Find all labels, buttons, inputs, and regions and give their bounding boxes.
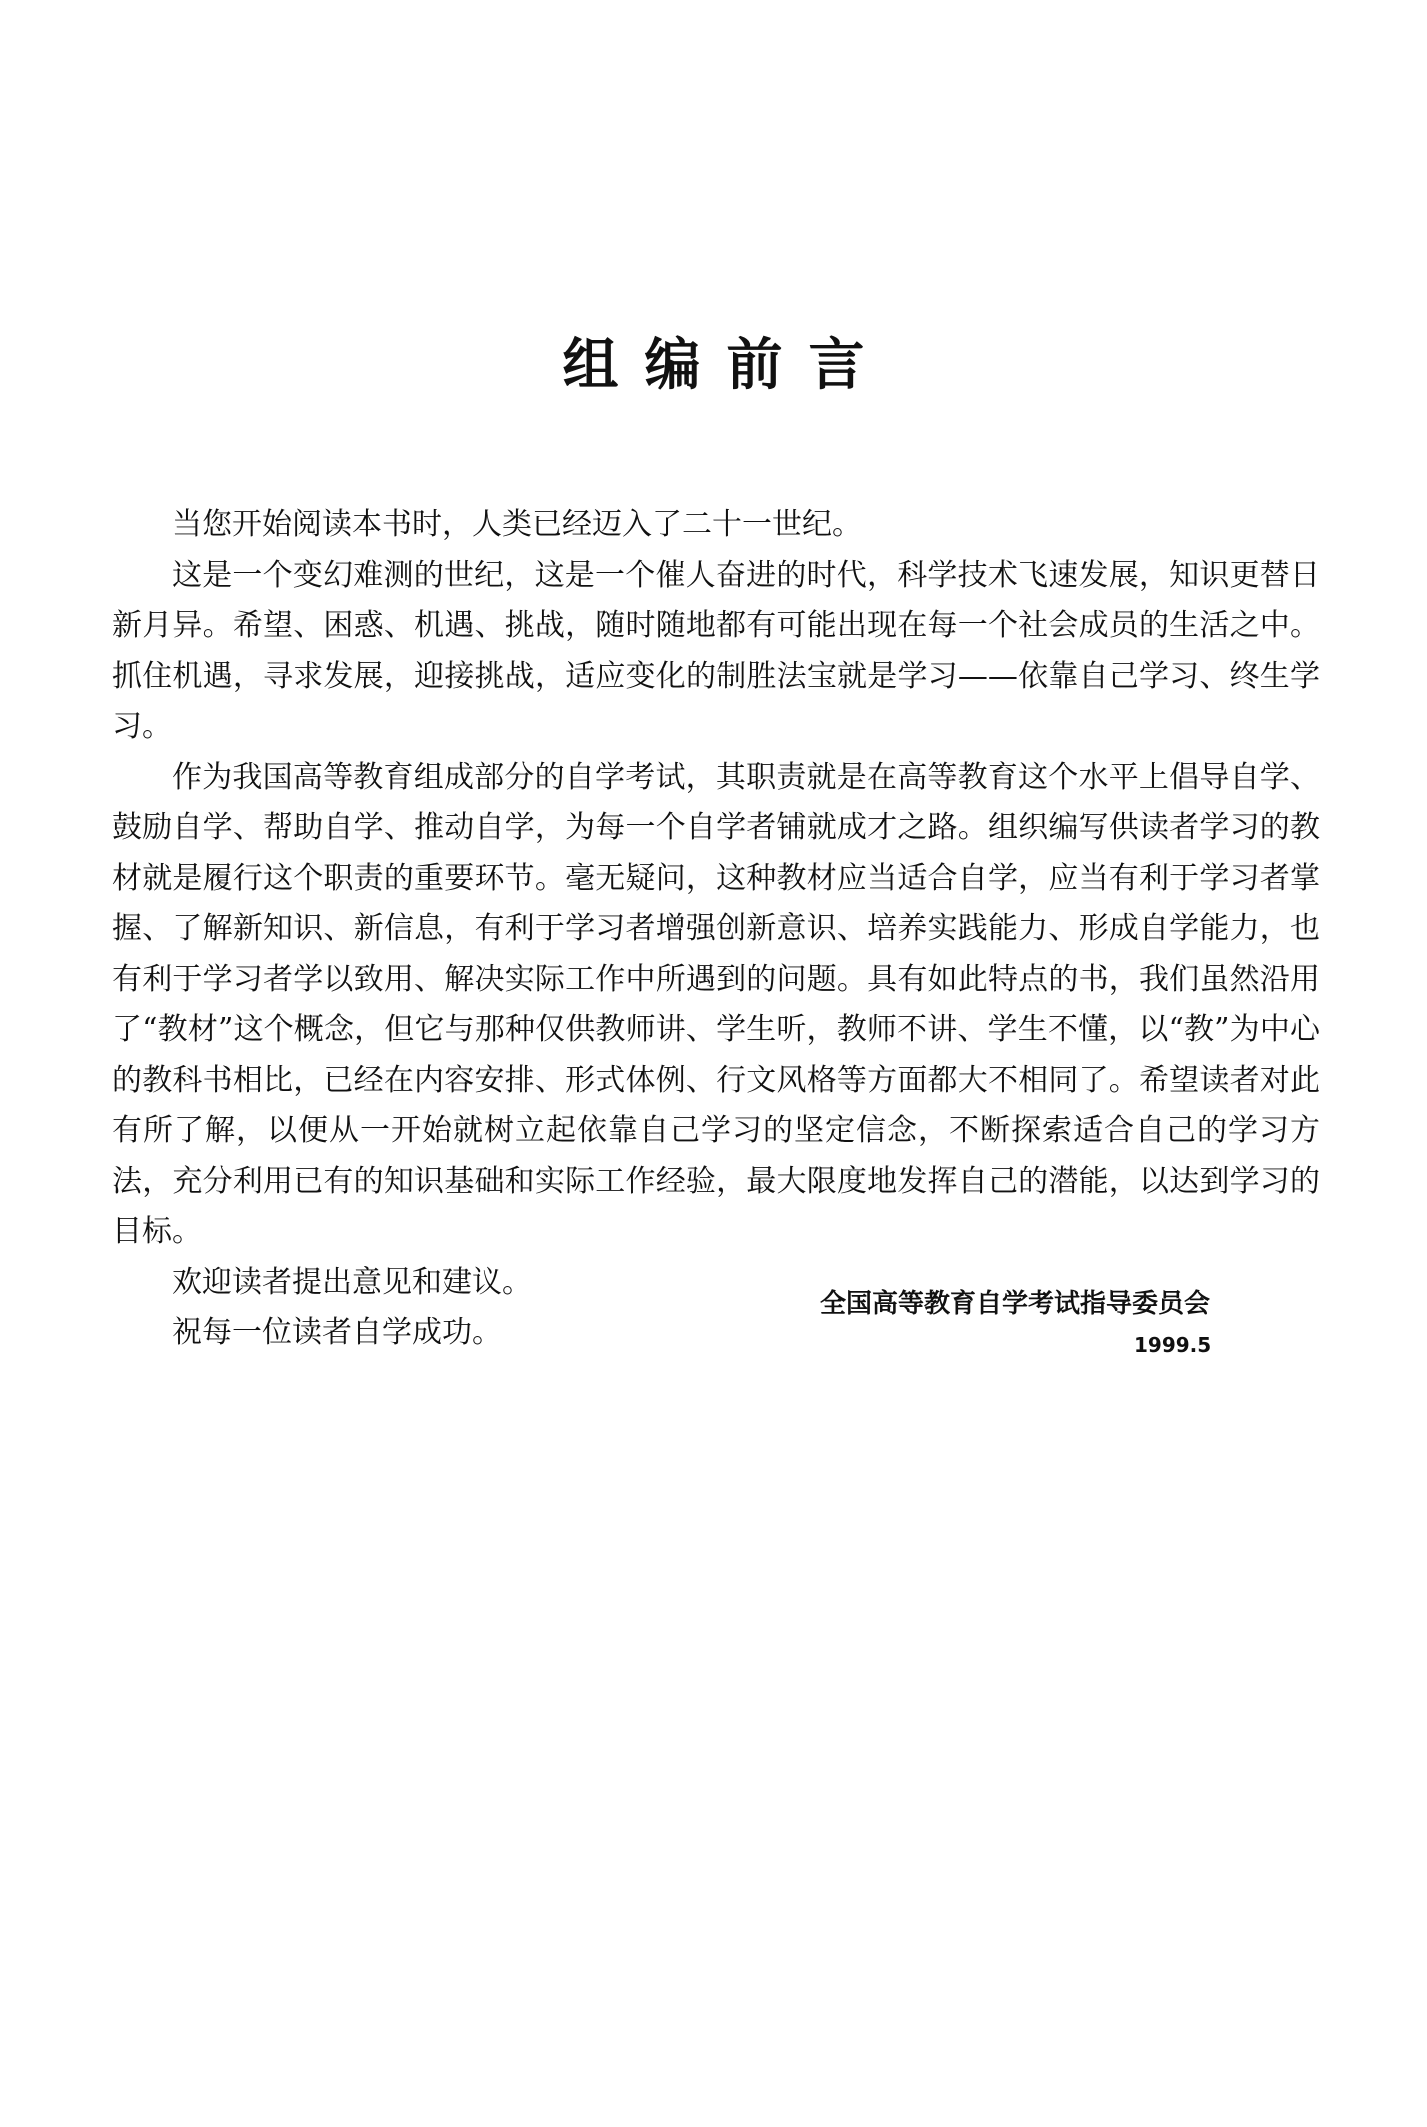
- paragraph: 祝每一位读者自学成功。: [172, 1315, 502, 1350]
- paragraph: 这是一个变幻难测的世纪，这是一个催人奋进的时代，科学技术飞速发展，知识更替日新月异。希望、困惑、机遇、挑战，随时随地都有可能出现在每一个社会成员的生活之中。抓住机遇，寻求发展，迎接挑战，适应变化的制胜法宝就是学习——依靠自己学习、终生学习。: [112, 557, 1320, 744]
- signature: 全国高等教育自学考试指导委员会: [820, 1289, 1211, 1319]
- paragraph: 欢迎读者提出意见和建议。: [172, 1264, 532, 1300]
- preface-body: [112, 500, 1320, 1359]
- paragraph: 当您开始阅读本书时，人类已经迈入了二十一世纪。: [172, 507, 862, 542]
- page-title: 组编前言: [562, 332, 891, 398]
- date: 1999.5: [1134, 1333, 1212, 1357]
- paragraph: 作为我国高等教育组成部分的自学考试，其职责就是在高等教育这个水平上倡导自学、鼓励自学、帮助自学、推动自学，为每一个自学者铺就成才之路。组织编写供读者学习的教材就是履行这个职责的重要环节。毫无疑问，这种教材应当适合自学，应当有利于学习者掌握、了解新知识、新信息，有利于学习者增强创新意识、培养实践能力、形成自学能力，也有利于学习者学以致用、解决实际工作中所遇到的问题。具有如此特点的书，我们虽然沿用了“教材”这个概念，但它与那种仅供教师讲、学生听，教师不讲、学生不懂，以“教”为中心的教科书相比，已经在内容安排、形式体例、行文风格等方面都大不相同了。希望读者对此有所了解，以便从一开始就树立起依靠自己学习的坚定信念，不断探索适合自己的学习方法，充分利用已有的知识基础和实际工作经验，最大限度地发挥自己的潜能，以达到学习的目标。: [112, 759, 1320, 1249]
